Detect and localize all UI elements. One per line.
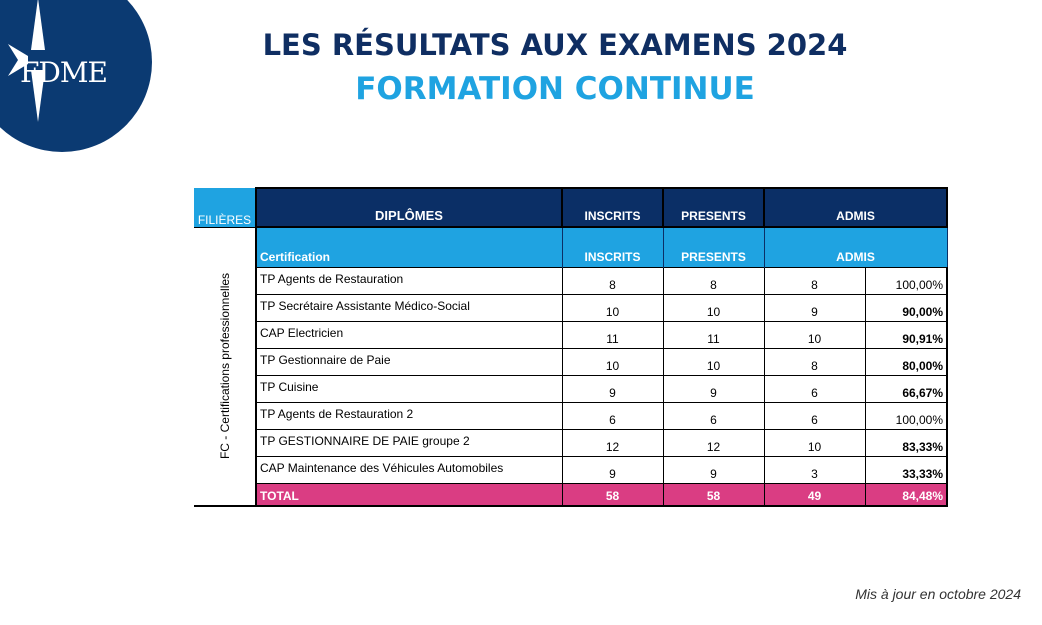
page-subtitle: FORMATION CONTINUE xyxy=(355,71,755,107)
row-admis: 8 xyxy=(764,267,865,294)
row-presents: 10 xyxy=(663,294,764,321)
row-certification: TP Agents de Restauration 2 xyxy=(256,402,562,429)
row-presents: 9 xyxy=(663,375,764,402)
total-row xyxy=(194,483,947,506)
total-label: TOTAL xyxy=(256,483,562,506)
row-admis: 8 xyxy=(764,348,865,375)
subheader-presents: PRESENTS xyxy=(663,227,764,267)
row-inscrits: 10 xyxy=(562,294,663,321)
row-certification: TP GESTIONNAIRE DE PAIE groupe 2 xyxy=(256,429,562,456)
header-diplomes: DIPLÔMES xyxy=(256,188,562,227)
results-table xyxy=(194,187,948,507)
row-certification: TP Cuisine xyxy=(256,375,562,402)
row-certification: TP Agents de Restauration xyxy=(256,267,562,294)
row-presents: 11 xyxy=(663,321,764,348)
logo-text: FDME xyxy=(20,56,107,89)
row-taux: 33,33% xyxy=(865,456,947,483)
row-certification: CAP Electricien xyxy=(256,321,562,348)
row-taux: 90,91% xyxy=(865,321,947,348)
row-inscrits: 6 xyxy=(562,402,663,429)
row-admis: 3 xyxy=(764,456,865,483)
row-taux: 80,00% xyxy=(865,348,947,375)
fdme-logo xyxy=(0,0,152,152)
table-row xyxy=(194,267,947,294)
filiere-label: FC - Certifications professionnelles xyxy=(217,272,232,460)
header-row xyxy=(194,188,947,227)
table-row xyxy=(194,429,947,456)
row-taux: 100,00% xyxy=(865,402,947,429)
update-note: Mis à jour en octobre 2024 xyxy=(855,586,1021,602)
row-admis: 10 xyxy=(764,429,865,456)
row-admis: 9 xyxy=(764,294,865,321)
table-row xyxy=(194,348,947,375)
table-row xyxy=(194,321,947,348)
total-admis: 49 xyxy=(764,483,865,506)
header-filieres: FILIÈRES xyxy=(194,188,256,227)
row-admis: 6 xyxy=(764,375,865,402)
row-inscrits: 10 xyxy=(562,348,663,375)
page-title: LES RÉSULTATS AUX EXAMENS 2024 xyxy=(262,28,848,62)
header-admis: ADMIS xyxy=(764,188,947,227)
row-certification: TP Secrétaire Assistante Médico-Social xyxy=(256,294,562,321)
subheader-inscrits: INSCRITS xyxy=(562,227,663,267)
row-inscrits: 9 xyxy=(562,456,663,483)
row-presents: 6 xyxy=(663,402,764,429)
row-inscrits: 8 xyxy=(562,267,663,294)
total-inscrits: 58 xyxy=(562,483,663,506)
header-presents: PRESENTS xyxy=(663,188,764,227)
subheader-admis: ADMIS xyxy=(764,227,947,267)
row-inscrits: 12 xyxy=(562,429,663,456)
row-taux: 100,00% xyxy=(865,267,947,294)
row-presents: 9 xyxy=(663,456,764,483)
table-row xyxy=(194,402,947,429)
row-certification: CAP Maintenance des Véhicules Automobiles xyxy=(256,456,562,483)
row-inscrits: 11 xyxy=(562,321,663,348)
total-presents: 58 xyxy=(663,483,764,506)
table-row xyxy=(194,294,947,321)
row-taux: 90,00% xyxy=(865,294,947,321)
row-presents: 8 xyxy=(663,267,764,294)
subheader-certification: Certification xyxy=(256,227,562,267)
row-admis: 10 xyxy=(764,321,865,348)
row-inscrits: 9 xyxy=(562,375,663,402)
subheader-row xyxy=(194,227,947,267)
table-row xyxy=(194,375,947,402)
header-inscrits: INSCRITS xyxy=(562,188,663,227)
row-taux: 66,67% xyxy=(865,375,947,402)
total-taux: 84,48% xyxy=(865,483,947,506)
filiere-cell xyxy=(194,227,256,506)
row-taux: 83,33% xyxy=(865,429,947,456)
row-presents: 12 xyxy=(663,429,764,456)
table-row xyxy=(194,456,947,483)
row-admis: 6 xyxy=(764,402,865,429)
row-certification: TP Gestionnaire de Paie xyxy=(256,348,562,375)
row-presents: 10 xyxy=(663,348,764,375)
